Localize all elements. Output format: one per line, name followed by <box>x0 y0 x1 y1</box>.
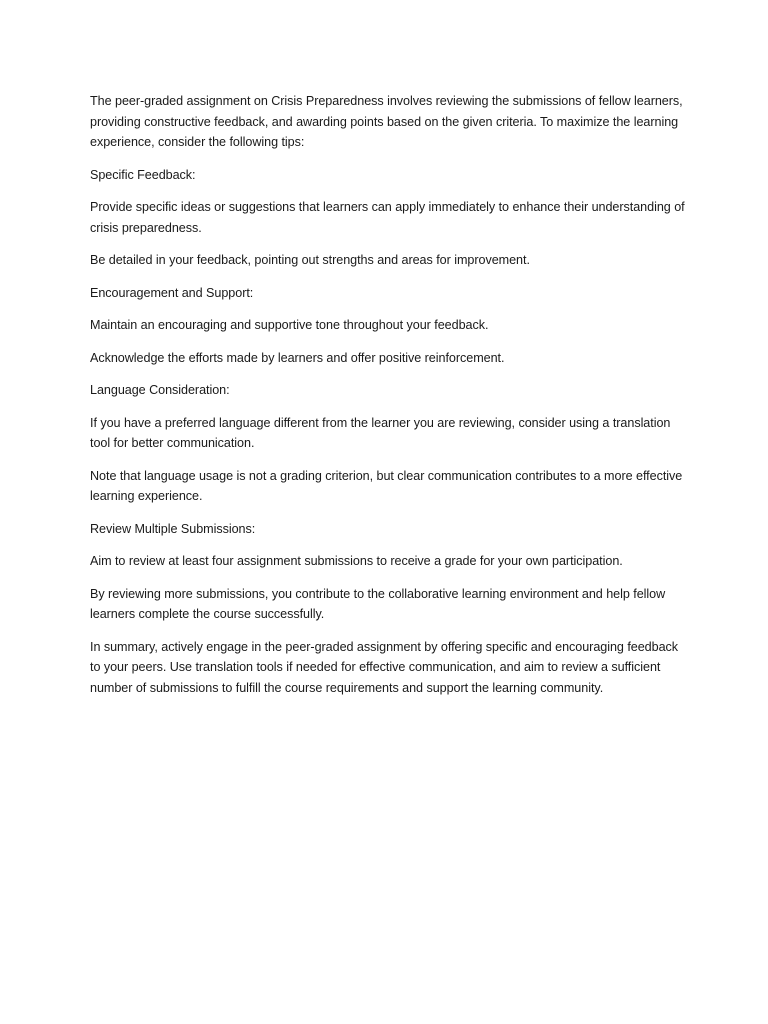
paragraph-review-four: Aim to review at least four assignment submissions to receive a grade for your own participation. <box>90 554 623 568</box>
paragraph-language-usage: Note that language usage is not a grading criterion, but clear communication contributes to a more effective learning experience. <box>90 468 683 503</box>
paragraph-specific-ideas: Provide specific ideas or suggestions that learners can apply immediately to enhance their understanding of crisis preparedness. <box>90 200 685 235</box>
paragraph-review-more: By reviewing more submissions, you contribute to the collaborative learning environment and help fellow learners complete the course successfully. <box>90 586 666 621</box>
section-heading-language: Language Consideration: <box>90 383 230 397</box>
document-body <box>90 91 690 710</box>
paragraph-be-detailed: Be detailed in your feedback, pointing out strengths and areas for improvement. <box>90 253 530 267</box>
paragraph-translation-tool: If you have a preferred language different from the learner you are reviewing, consider using a translation tool for better communication. <box>90 415 671 450</box>
intro-paragraph: The peer-graded assignment on Crisis Preparedness involves reviewing the submissions of fellow learners, providing constructive feedback, and awarding points based on the given criteria. To maximize the learning experience, consider the following tips: <box>90 94 683 149</box>
paragraph-maintain-tone: Maintain an encouraging and supportive tone throughout your feedback. <box>90 318 489 332</box>
paragraph-acknowledge-efforts: Acknowledge the efforts made by learners and offer positive reinforcement. <box>90 350 505 365</box>
summary-paragraph: In summary, actively engage in the peer-graded assignment by offering specific and encouraging feedback to your peers. Use translation tools if needed for effective communication, and aim to review a sufficient number of submissions to fulfill the course requirements and support the learning community. <box>90 639 679 695</box>
section-heading-review-multiple: Review Multiple Submissions: <box>90 521 256 536</box>
section-heading-specific-feedback: Specific Feedback: <box>90 167 196 182</box>
section-heading-encouragement: Encouragement and Support: <box>90 285 254 300</box>
